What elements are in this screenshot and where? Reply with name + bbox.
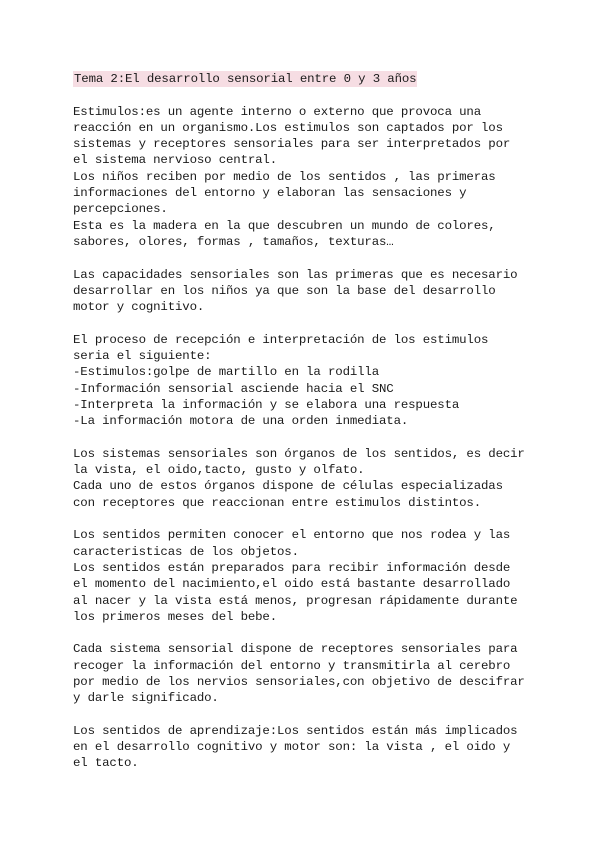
text-line: el tacto. (73, 756, 139, 771)
text-line: los primeros meses del bebe. (73, 609, 277, 624)
spacer (73, 315, 543, 331)
spacer (73, 511, 543, 527)
text-line: Los sentidos permiten conocer el entorno que nos rodea y las (73, 528, 511, 543)
text-line: con receptores que reaccionan entre estimulos distintos. (73, 495, 481, 510)
text-line: Las capacidades sensoriales son las primeras que es necesario (73, 267, 518, 282)
text-line: sistemas y receptores sensoriales para ser interpretados por (73, 137, 511, 152)
text-line: Los niños reciben por medio de los sentidos , las primeras (73, 169, 496, 184)
text-line: Estimulos:es un agente interno o externo que provoca una (73, 104, 481, 119)
text-line: Los sentidos están preparados para recibir información desde (73, 560, 511, 575)
spacer (73, 625, 543, 641)
text-line: Esta es la madera en la que descubren un mundo de colores, (73, 218, 496, 233)
spacer (73, 87, 543, 103)
text-line: desarrollar en los niños ya que son la base del desarrollo (73, 283, 496, 298)
text-line: seria el siguiente: (73, 349, 212, 364)
document-title: Tema 2:El desarrollo sensorial entre 0 y 3 años (74, 72, 417, 86)
text-line: la vista, el oido,tacto, gusto y olfato. (73, 463, 365, 478)
title-line (73, 71, 543, 87)
list-item: -Interpreta la información y se elabora una respuesta (73, 397, 460, 412)
text-line: El proceso de recepción e interpretación de los estimulos (73, 332, 489, 347)
paragraph-aprendizaje (73, 723, 543, 772)
text-line: el sistema nervioso central. (73, 153, 277, 168)
text-line: el momento del nacimiento,el oido está bastante desarrollado (73, 577, 511, 592)
text-line: percepciones. (73, 202, 168, 217)
paragraph-receptores (73, 641, 543, 706)
text-line: Cada sistema sensorial dispone de receptores sensoriales para (73, 642, 518, 657)
list-item: -La información motora de una orden inmediata. (73, 414, 409, 429)
spacer (73, 250, 543, 266)
text-line: en el desarrollo cognitivo y motor son: la vista , el oido y (73, 740, 511, 755)
paragraph-sentidos (73, 527, 543, 625)
text-line: Cada uno de estos órganos dispone de células especializadas (73, 479, 503, 494)
text-line: reacción en un organismo.Los estimulos son captados por los (73, 120, 503, 135)
text-line: sabores, olores, formas , tamaños, texturas… (73, 234, 394, 249)
text-line: al nacer y la vista está menos, progresan rápidamente durante (73, 593, 518, 608)
paragraph-proceso (73, 332, 543, 430)
text-line: Los sistemas sensoriales son órganos de los sentidos, es decir (73, 446, 525, 461)
document-body (73, 71, 543, 772)
spacer (73, 707, 543, 723)
list-item: -Información sensorial asciende hacia el SNC (73, 381, 394, 396)
text-line: Los sentidos de aprendizaje:Los sentidos están más implicados (73, 723, 518, 738)
paragraph-estimulos (73, 104, 543, 251)
list-item: -Estimulos:golpe de martillo en la rodilla (73, 365, 379, 380)
text-line: informaciones del entorno y elaboran las sensaciones y (73, 186, 467, 201)
text-line: y darle significado. (73, 691, 219, 706)
text-line: motor y cognitivo. (73, 300, 205, 315)
text-line: caracteristicas de los objetos. (73, 544, 299, 559)
paragraph-sistemas (73, 446, 543, 511)
text-line: por medio de los nervios sensoriales,con objetivo de descifrar (73, 674, 525, 689)
text-line: recoger la información del entorno y transmitirla al cerebro (73, 658, 511, 673)
spacer (73, 430, 543, 446)
paragraph-capacidades (73, 267, 543, 316)
